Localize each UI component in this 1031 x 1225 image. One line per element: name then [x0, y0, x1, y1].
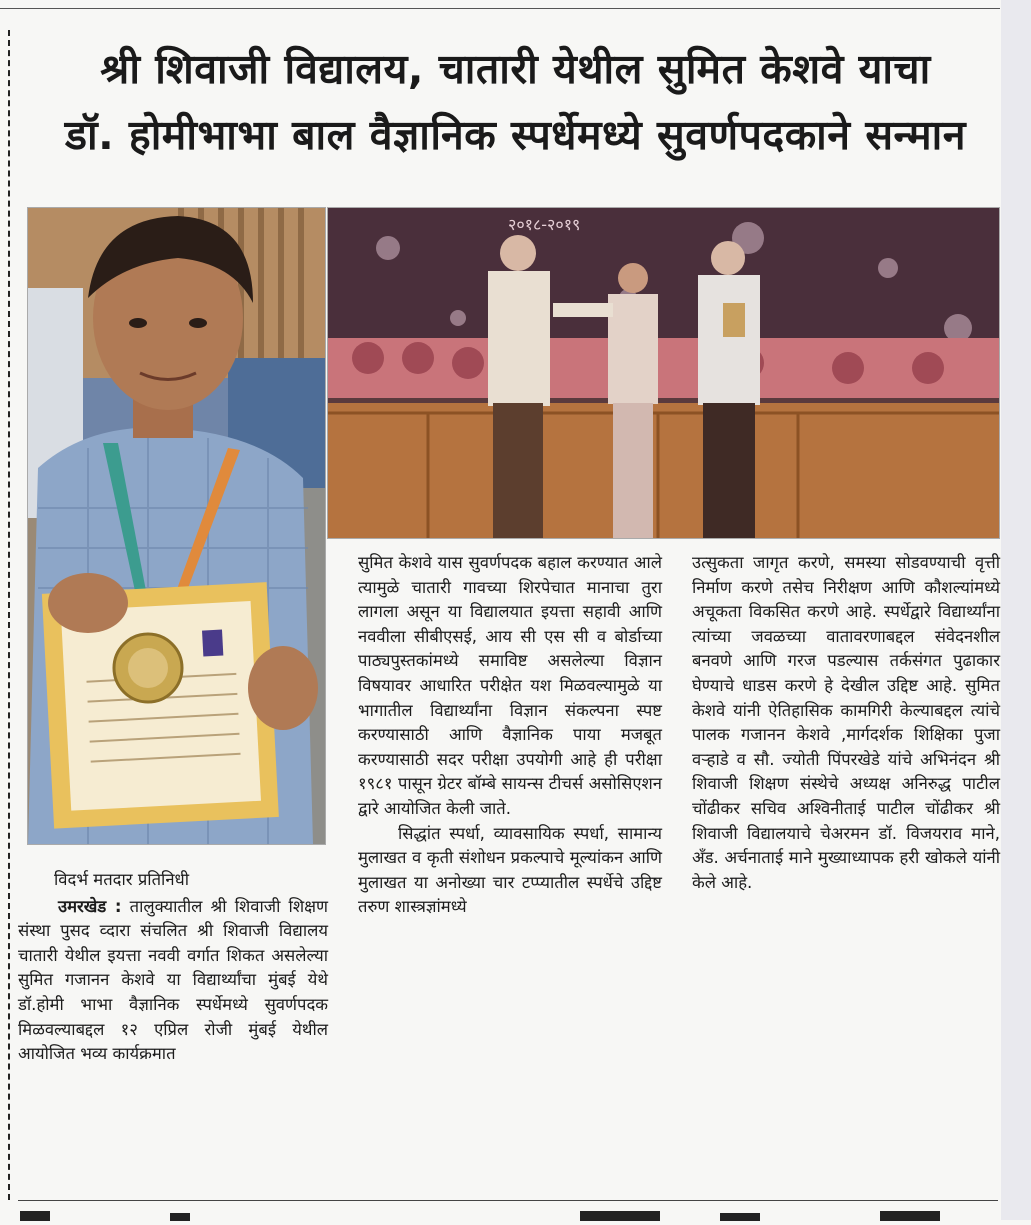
student-photo [27, 207, 326, 845]
byline: विदर्भ मतदार प्रतिनिधी [54, 870, 190, 889]
dateline: उमरखेड : [58, 896, 122, 916]
top-rule [0, 8, 1000, 9]
article-column-2 [358, 551, 662, 920]
column-2-paragraph-1: सुमित केशवे यास सुवर्णपदक बहाल करण्यात आले त्यामुळे चातारी गावच्या शिरपेचात मानाचा तुरा लागला असून या विद्यालयात इयत्ता सहावी आणि नववीला सीबीएसई, आय सी एस सी व बोर्डाच्या पाठ्यपुस्तकांमध्ये समाविष्ट असलेल्या विज्ञान विषयावर आधारित परीक्षेत यश मिळवल्यामुळे या भागातील विद्यार्थ्यांना विज्ञान संकल्पना स्पष्ट करण्यासाठी आणि वैज्ञानिक पाया मजबूत करण्यासाठी सदर परीक्षा उपयोगी आहे ही परीक्षा १९८१ पासून ग्रेटर बॉम्बे सायन्स टीचर्स असोसिएशन द्वारे आयोजित केली जाते. [358, 553, 662, 818]
column-1-text: तालुक्यातील श्री शिवाजी शिक्षण संस्था पुसद व्दारा संचलित श्री शिवाजी विद्यालय चातारी येथील इयत्ता नववी वर्गात शिकत असलेल्या सुमित गजानन केशवे या विद्यार्थ्यांचा मुंबई येथे डॉ.होमी भाभा वैज्ञानिक स्पर्धेमध्ये सुवर्णपदक मिळवल्याबद्दल १२ एप्रिल रोजी मुंबई येथील आयोजित भव्य कार्यक्रमात [18, 896, 329, 1064]
headline [28, 36, 1003, 168]
column-3-paragraph: उत्सुकता जागृत करणे, समस्या सोडवण्याची वृत्ती निर्माण करणे तसेच निरीक्षण आणि कौशल्यांमध्ये अचूकता विकसित करणे आहे. स्पर्धेद्वारे विद्यार्थ्यांना त्यांच्या जवळच्या वातावरणाबद्दल संवेदनशील बनवणे आणि गरज पडल्यास तर्कसंगत पुढाकार घेण्याचे धाडस करणे हे देखील उद्दिष्ट आहे. सुमित केशवे यांनी ऐतिहासिक कामगिरी केल्याबद्दल त्यांचे पालक गजानन केशवे ,मार्गदर्शक शिक्षिका पुजा वऱ्हाडे व सौ. ज्योती पिंपरखेडे यांचे अभिनंदन श्री शिवाजी शिक्षण संस्थेचे अध्यक्ष अनिरुद्ध पाटील चोंढीकर सचिव अश्विनीताई पाटील चोंढीकर श्री शिवाजी विद्यालयाचे चेअरमन डॉ. विजयराव माने, अँड. अर्चनाताई माने मुख्याध्यापक हरी खोकले यांनी केले आहे. [692, 553, 1000, 892]
article-column-3 [692, 551, 1000, 895]
ceremony-photo [327, 207, 1000, 539]
page-edge [1001, 0, 1031, 1220]
bottom-rule [18, 1200, 998, 1201]
headline-line-2: डॉ. होमीभाभा बाल वैज्ञानिक स्पर्धेमध्ये सुवर्णपदकाने सन्मान [65, 111, 966, 159]
column-1-paragraph [18, 895, 328, 1067]
article-column-1 [18, 868, 328, 1067]
next-article-glimpse [20, 1206, 990, 1220]
column-2-paragraph-2: सिद्धांत स्पर्धा, व्यावसायिक स्पर्धा, सामान्य मुलाखत व कृती संशोधन प्रकल्पाचे मूल्यांकन आणि मुलाखत या अनोख्या चार टप्प्यातील स्पर्धेचे उद्दिष्ट तरुण शास्त्रज्ञांमध्ये [358, 823, 662, 917]
column-2-paragraph-2-wrap [358, 822, 662, 920]
stage-banner-text: २०१८-२०१९ [508, 215, 581, 234]
clipping-cut-line [8, 30, 10, 1200]
headline-line-1: श्री शिवाजी विद्यालय, चातारी येथील सुमित केशवे याचा [100, 45, 931, 93]
